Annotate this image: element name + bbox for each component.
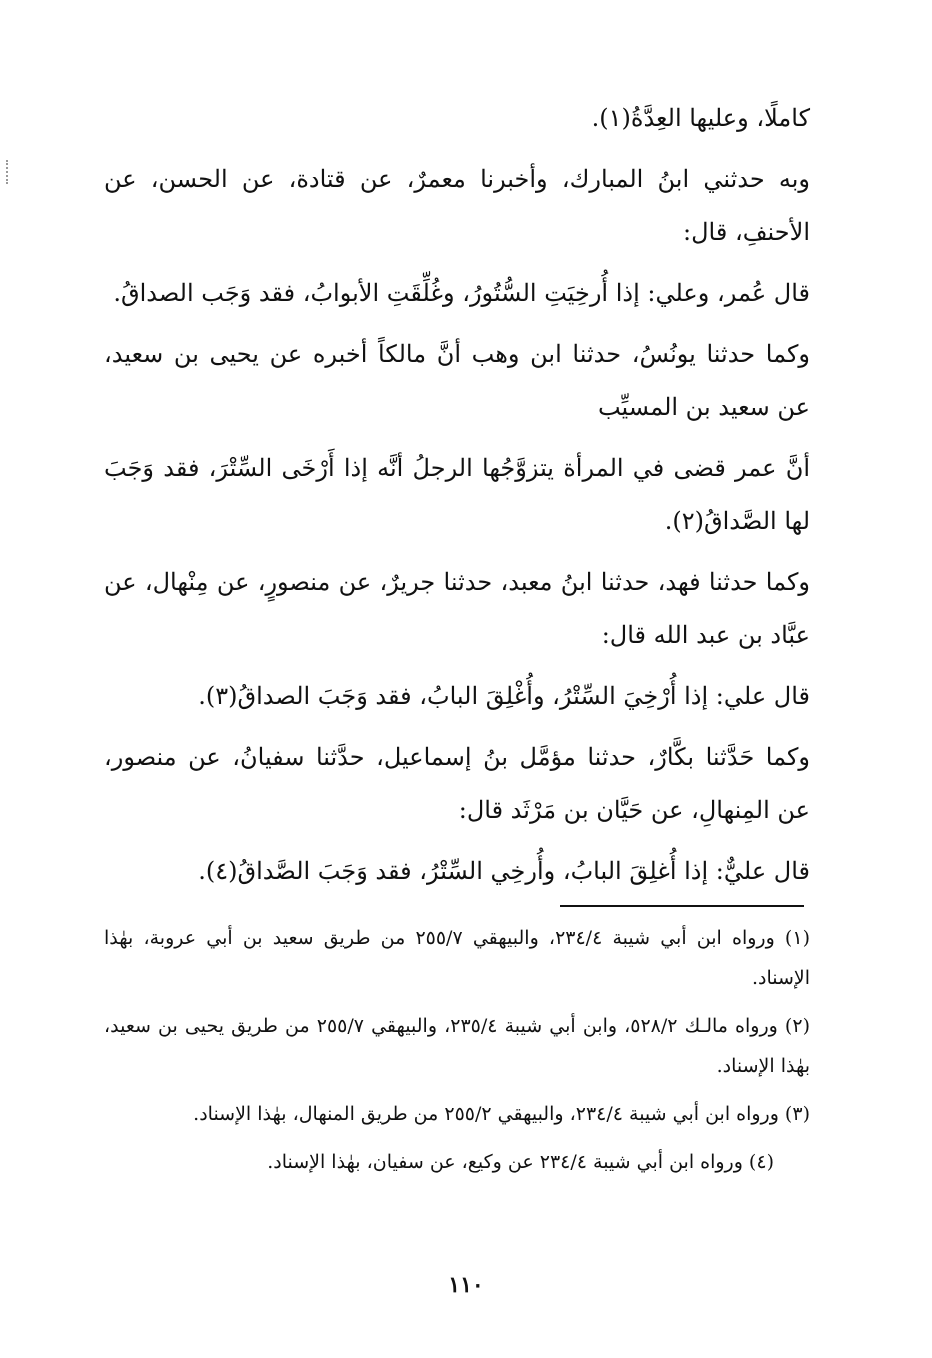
footnote-4: (٤) ورواه ابن أبي شيبة ٢٣٤/٤ عن وكيع، عن سفيان، بهٰذا الإسناد. [267,1151,774,1173]
footnote-divider [560,905,804,907]
footnote-1: (١) ورواه ابن أبي شيبة ٢٣٤/٤، والبيهقي ٢٥٥/٧ من طريق سعيد بن أبي عروبة، بهٰذا الإسناد. [104,927,810,989]
paragraph-3: قال عُمر، وعلي: إذا أُرخِيَتِ السُّتُورُ، وغُلِّقَتِ الأبوابُ، فقد وَجَب الصداقُ. [113,279,810,307]
paragraph-6: وكما حدثنا فهد، حدثنا ابنُ معبد، حدثنا جريرٌ، عن منصورٍ، عن مِنْهال، عن عبَّاد بن عبد الله قال: [104,568,810,649]
page-number: ١١٠ [448,1272,484,1298]
footnote-3: (٣) ورواه ابن أبي شيبة ٢٣٤/٤، والبيهقي ٢٥٥/٢ من طريق المنهال، بهٰذا الإسناد. [193,1103,810,1125]
footnote-2: (٢) ورواه مالـك ٥٢٨/٢، وابن أبي شيبة ٢٣٥/٤، والبيهقي ٢٥٥/٧ من طريق يحيى بن سعيد، بهٰذا الإسناد. [104,1015,810,1077]
paragraph-8: وكما حَدَّثنا بكَّارٌ، حدثنا مؤمَّل بنُ إسماعيل، حدَّثنا سفيانُ، عن منصور، عن المِنهالِ، عن حَيَّان بن مَرْثَد قال: [104,743,810,824]
paragraph-5: أنَّ عمر قضى في المرأة يتزوَّجُها الرجلُ أنَّه إذا أَرْخَى السِّتْرَ، فقد وَجَبَ لها الصَّداقُ(٢). [104,454,810,535]
paragraph-2: وبه حدثني ابنُ المبارك، وأخبرنا معمرٌ، عن قتادة، عن الحسن، عن الأحنفِ، قال: [104,165,810,246]
paragraph-1: كاملًا، وعليها العِدَّةُ(١). [591,104,810,132]
paragraph-9: قال عليٌّ: إذا أُغلِقَ البابُ، وأُرخِي السِّتْرُ، فقد وَجَبَ الصَّداقُ(٤). [198,857,810,885]
paragraph-4: وكما حدثنا يونُسُ، حدثنا ابن وهب أنَّ مالكاً أخبره عن يحيى بن سعيد، عن سعيد بن المسيِّب [104,340,810,421]
footnotes [104,918,810,1190]
margin-mark [6,160,10,184]
paragraph-7: قال علي: إذا أُرْخِيَ السِّتْرُ، وأُغْلِقَ البابُ، فقد وَجَبَ الصداقُ(٣). [198,682,810,710]
main-text [104,92,810,906]
